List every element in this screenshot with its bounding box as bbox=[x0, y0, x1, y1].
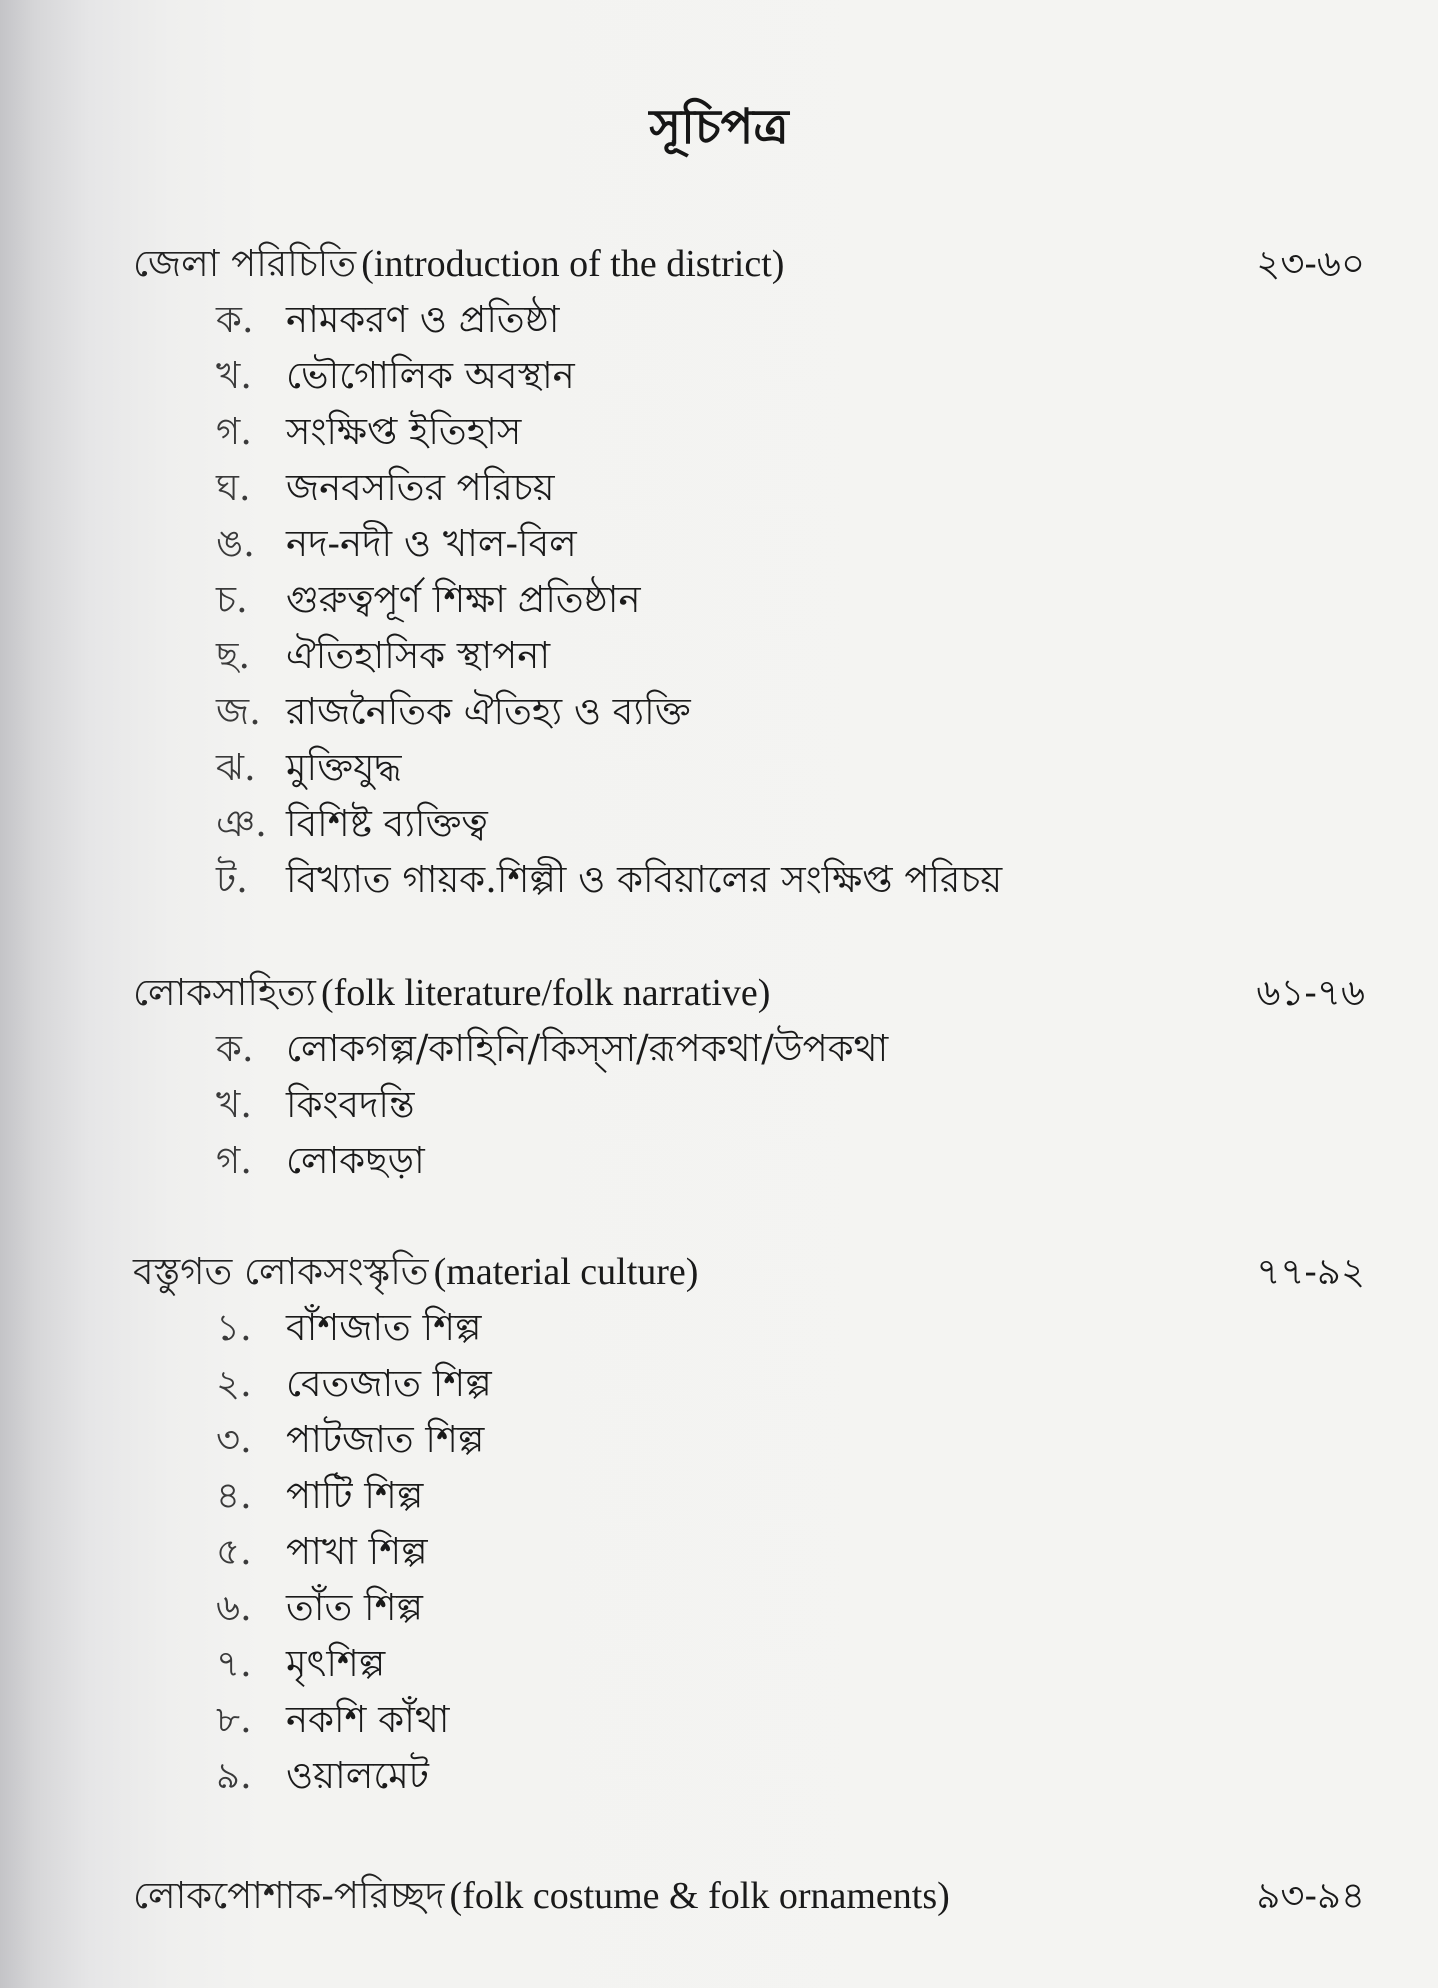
toc-item bbox=[216, 852, 1438, 908]
item-marker: ৭. bbox=[216, 1642, 252, 1685]
item-text: নদ-নদী ও খাল-বিল bbox=[286, 522, 577, 565]
item-text: জনবসতির পরিচয় bbox=[286, 466, 555, 509]
item-marker: খ. bbox=[216, 354, 253, 397]
toc-item bbox=[216, 1412, 1438, 1468]
section-title-english: (material culture) bbox=[433, 1251, 699, 1293]
item-marker: ৬. bbox=[216, 1586, 252, 1629]
item-text: বাঁশজাত শিল্প bbox=[286, 1306, 482, 1349]
item-text: মুক্তিযুদ্ধ bbox=[286, 746, 402, 789]
section-title-bengali: লোকপোশাক-পরিচ্ছদ bbox=[133, 1874, 445, 1917]
page-range: ৬১-৭৬ bbox=[1256, 971, 1365, 1014]
page-range: ৭৭-৯২ bbox=[1256, 1250, 1365, 1293]
section-heading bbox=[133, 236, 1365, 292]
toc-section-folk-literature bbox=[0, 965, 1438, 1189]
page-range: ২৩-৬০ bbox=[1256, 242, 1365, 285]
toc-item bbox=[216, 796, 1438, 852]
section-heading bbox=[133, 965, 1365, 1021]
item-text: বেতজাত শিল্প bbox=[286, 1362, 492, 1405]
toc-item bbox=[216, 684, 1438, 740]
item-marker: ৯. bbox=[216, 1754, 252, 1797]
item-text: বিশিষ্ট ব্যক্তিত্ব bbox=[286, 802, 488, 845]
item-text: বিখ্যাত গায়ক.শিল্পী ও কবিয়ালের সংক্ষিপ্ত পরিচয় bbox=[286, 858, 1003, 901]
item-marker: ঘ. bbox=[216, 466, 251, 509]
item-text: গুরুত্বপূর্ণ শিক্ষা প্রতিষ্ঠান bbox=[286, 578, 641, 621]
toc-section-district-introduction bbox=[0, 236, 1438, 908]
item-text: ভৌগোলিক অবস্থান bbox=[286, 354, 575, 397]
item-text: পাখা শিল্প bbox=[286, 1530, 428, 1573]
item-text: পাটজাত শিল্প bbox=[286, 1418, 485, 1461]
item-marker: গ. bbox=[216, 410, 253, 453]
item-marker: ছ. bbox=[216, 634, 251, 677]
item-text: পাটি শিল্প bbox=[286, 1474, 424, 1517]
section-title bbox=[133, 965, 770, 1028]
item-marker: ১. bbox=[216, 1306, 252, 1349]
section-title bbox=[133, 236, 784, 299]
item-marker: ৩. bbox=[216, 1418, 252, 1461]
item-text: লোকছড়া bbox=[286, 1139, 425, 1182]
section-heading bbox=[133, 1868, 1365, 1924]
item-marker: ঝ. bbox=[216, 746, 256, 789]
section-title-bengali: লোকসাহিত্য bbox=[133, 971, 316, 1014]
toc-item bbox=[216, 516, 1438, 572]
item-marker: ২. bbox=[216, 1362, 252, 1405]
item-text: তাঁত শিল্প bbox=[286, 1586, 423, 1629]
toc-item bbox=[216, 292, 1438, 348]
item-marker: ক. bbox=[216, 298, 254, 341]
toc-item-list bbox=[216, 1021, 1438, 1189]
section-heading bbox=[133, 1244, 1365, 1300]
item-marker: খ. bbox=[216, 1083, 253, 1126]
item-marker: ৪. bbox=[216, 1474, 252, 1517]
item-marker: চ. bbox=[216, 578, 248, 621]
toc-section-material-culture bbox=[0, 1244, 1438, 1804]
toc-item bbox=[216, 1077, 1438, 1133]
toc-item bbox=[216, 1524, 1438, 1580]
toc-item bbox=[216, 1356, 1438, 1412]
toc-item bbox=[216, 1468, 1438, 1524]
item-text: ঐতিহাসিক স্থাপনা bbox=[286, 634, 551, 677]
item-text: লোকগল্প/কাহিনি/কিস্সা/রূপকথা/উপকথা bbox=[286, 1027, 889, 1070]
item-text: রাজনৈতিক ঐতিহ্য ও ব্যক্তি bbox=[286, 690, 691, 733]
toc-item bbox=[216, 628, 1438, 684]
section-title-english: (introduction of the district) bbox=[361, 243, 785, 285]
item-marker: গ. bbox=[216, 1139, 253, 1182]
toc-item bbox=[216, 1300, 1438, 1356]
item-text: নকশি কাঁথা bbox=[286, 1698, 450, 1741]
toc-item bbox=[216, 1133, 1438, 1189]
item-text: সংক্ষিপ্ত ইতিহাস bbox=[286, 410, 522, 453]
section-title-english: (folk literature/folk narrative) bbox=[320, 972, 771, 1014]
toc-item bbox=[216, 1748, 1438, 1804]
toc-item bbox=[216, 348, 1438, 404]
item-marker: ক. bbox=[216, 1027, 254, 1070]
page-range: ৯৩-৯৪ bbox=[1256, 1874, 1365, 1917]
item-text: কিংবদন্তি bbox=[286, 1083, 415, 1126]
toc-item bbox=[216, 1021, 1438, 1077]
item-marker: ৫. bbox=[216, 1530, 252, 1573]
item-marker: জ. bbox=[216, 690, 261, 733]
section-title-bengali: জেলা পরিচিতি bbox=[133, 242, 357, 285]
item-text: ওয়ালমেট bbox=[286, 1754, 429, 1797]
section-title bbox=[133, 1244, 698, 1307]
item-marker: ৮. bbox=[216, 1698, 252, 1741]
toc-item bbox=[216, 1580, 1438, 1636]
toc-section-folk-costume bbox=[0, 1868, 1438, 1924]
item-text: নামকরণ ও প্রতিষ্ঠা bbox=[286, 298, 560, 341]
item-marker: ঞ. bbox=[216, 802, 267, 845]
toc-item bbox=[216, 1636, 1438, 1692]
toc-item bbox=[216, 1692, 1438, 1748]
section-title-bengali: বস্তুগত লোকসংস্কৃতি bbox=[133, 1250, 429, 1293]
page-title: সূচিপত্র bbox=[649, 99, 789, 155]
item-marker: ট. bbox=[216, 858, 248, 901]
toc-item-list bbox=[216, 292, 1438, 908]
toc-item-list bbox=[216, 1300, 1438, 1804]
section-title bbox=[133, 1868, 950, 1931]
section-title-english: (folk costume & folk ornaments) bbox=[449, 1875, 950, 1917]
item-text: মৃৎশিল্প bbox=[286, 1642, 386, 1685]
toc-item bbox=[216, 740, 1438, 796]
toc-item bbox=[216, 404, 1438, 460]
toc-item bbox=[216, 460, 1438, 516]
item-marker: ঙ. bbox=[216, 522, 255, 565]
toc-item bbox=[216, 572, 1438, 628]
